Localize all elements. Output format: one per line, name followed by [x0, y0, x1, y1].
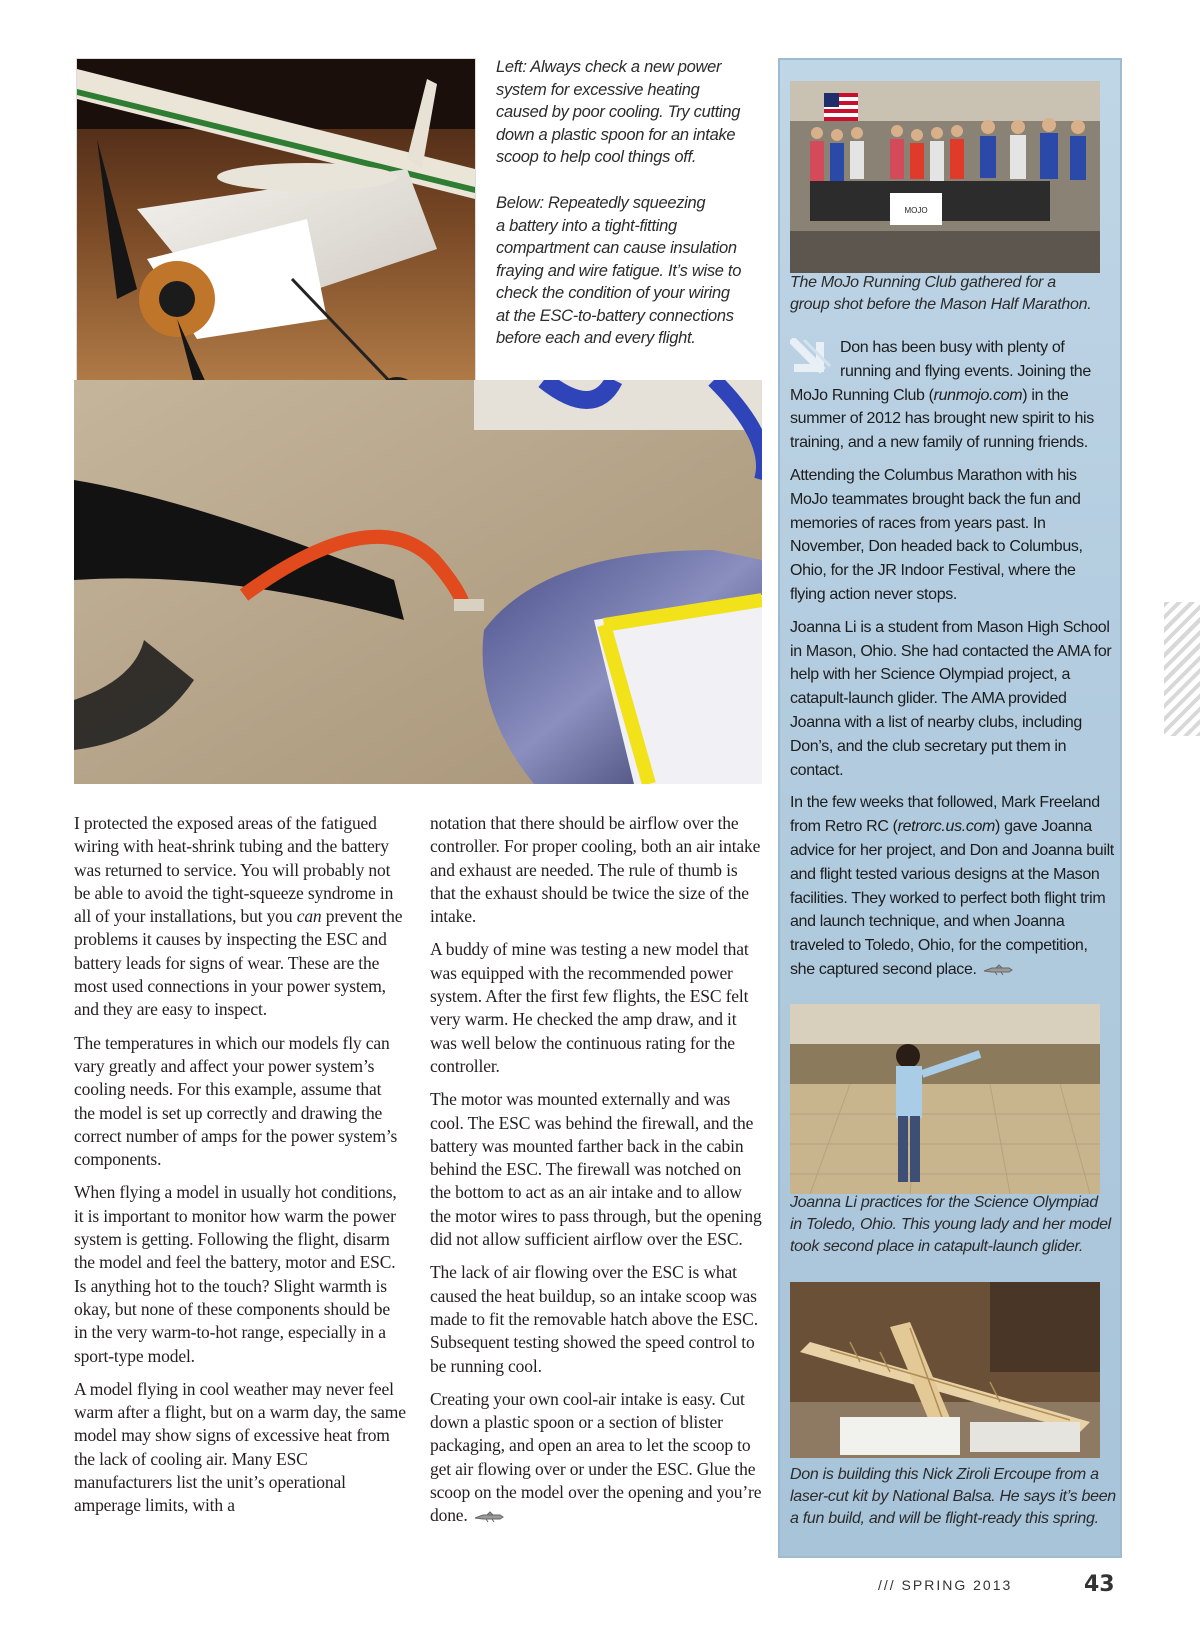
sidebar-paragraph: In the few weeks that followed, Mark Freeland from Retro RC (retrorc.us.com) gave Joanna advice for her project, and Don and Joanna built and flight tested various designs at the Mason facilities. They worked to perfect both flight trim and launch technique, and when Joanna traveled to Toledo, Ohio, for the competition, she captured second place. — [790, 794, 1114, 978]
arrow-icon — [790, 338, 832, 378]
page-edge-tab — [1164, 602, 1200, 736]
runmojo-link[interactable]: runmojo.com — [933, 386, 1023, 404]
sidebar-paragraph: Attending the Columbus Marathon with his MoJo teammates brought back the fun and memories of races from years past. In November, Don headed back to Columbus, Ohio, for the JR Indoor Festival, where the flying action never stops. — [790, 466, 1083, 603]
page-number: 43 — [1084, 1572, 1115, 1597]
banner-sign: MOJO — [904, 206, 928, 215]
battery-wiring-photo — [74, 380, 762, 784]
article-paragraph: The lack of air flowing over the ESC is what caused the heat buildup, so an intake scoop was made to fit the removable hatch above the ESC. Subsequent testing showed the speed control to be running cool. — [430, 1262, 758, 1376]
sidebar-body — [790, 336, 1114, 991]
end-mark-icon — [474, 1511, 504, 1523]
article-column-2 — [430, 812, 762, 1538]
sidebar-paragraph: Joanna Li is a student from Mason High School in Mason, Ohio. She had contacted the AMA for help with her Science Olympiad project, a catapult-launch glider. The AMA provided Joanna with a list of nearby clubs, including Don’s, and the club secretary put them in contact. — [790, 618, 1112, 779]
top-caption-below: Below: Repeatedly squeezing a battery into a tight-fitting compartment can cause insulation fraying and wire fatigue. It’s wise to check the condition of your wiring at the ESC-to-battery connections before each and every flight. — [496, 194, 742, 347]
article-paragraph: A model flying in cool weather may never feel warm after a flight, but on a warm day, the same model may show signs of excessive heat from the lack of cooling air. Many ESC manufacturers list the unit’s operational amperage limits, with a — [74, 1378, 406, 1516]
ercoupe-caption: Don is building this Nick Ziroli Ercoupe from a laser-cut kit by National Balsa. He says it’s been a fun build, and will be flight-ready this spring. — [790, 1466, 1116, 1527]
sidebar-panel — [778, 58, 1122, 1558]
article-paragraph: I protected the exposed areas of the fatigued wiring with heat-shrink tubing and the battery was returned to service. You will probably not be able to avoid the tight-squeeze syndrome in all of your installations, but you can prevent the problems it causes by inspecting the ESC and battery leads for signs of wear. These are the most used connections in your power system, and they are easy to inspect. — [74, 813, 403, 1020]
article-paragraph: Creating your own cool-air intake is easy. Cut down a plastic spoon or a section of blister packaging, and open an area to let the scoop to get air flowing over or under the ESC. Glue the scoop on the model over the opening and you’re done. — [430, 1388, 762, 1526]
article-paragraph: The temperatures in which our models fly can vary greatly and affect your power system’s cooling needs. For this example, assume that the model is set up correctly and drawing the correct number of amps for the power system’s components. — [74, 1032, 398, 1170]
article-paragraph: notation that there should be airflow over the controller. For proper cooling, both an air intake and exhaust are needed. The rule of thumb is that the exhaust should be twice the size of the intake. — [430, 813, 761, 927]
running-club-caption: The MoJo Running Club gathered for a group shot before the Mason Half Marathon. — [790, 274, 1092, 313]
us-flag-icon — [824, 93, 858, 121]
sidebar-paragraph: Don has been busy with plenty of running and flying events. Joining the MoJo Running Club (runmojo.com) in the summer of 2012 has brought new spirit to his training, and a new family of running friends. — [790, 339, 1094, 452]
joanna-glider-photo — [790, 1004, 1100, 1194]
retrorc-link[interactable]: retrorc.us.com — [897, 818, 995, 836]
article-paragraph: When flying a model in usually hot conditions, it is important to monitor how warm the power system is getting. Following the flight, disarm the model and feel the battery, motor and ESC. Is anything hot to the touch? Slight warmth is okay, but none of these components should be in the very warm-to-hot range, especially in a sport-type model. — [74, 1182, 397, 1366]
joanna-caption: Joanna Li practices for the Science Olympiad in Toledo, Ohio. This young lady and her model took second place in catapult-launch glider. — [790, 1194, 1111, 1255]
article-paragraph: The motor was mounted externally and was cool. The ESC was behind the firewall, and the battery was mounted farther back in the cabin behind the ESC. The firewall was notched on the bottom to act as an air intake and to allow the motor wires to pass through, but the opening did not allow sufficient airflow over the ESC. — [430, 1089, 762, 1250]
end-mark-icon — [983, 964, 1013, 976]
ercoupe-kit-photo — [790, 1282, 1100, 1458]
running-club-photo — [790, 81, 1100, 273]
article-column-1 — [74, 812, 406, 1528]
article-paragraph: A buddy of mine was testing a new model that was equipped with the recommended power system. After the first few flights, the ESC felt very warm. He checked the amp draw, and it was well below the continuous rating for the controller. — [430, 939, 749, 1076]
issue-footer: /// SPRING 2013 — [878, 1577, 1013, 1593]
top-caption-left: Left: Always check a new power system for excessive heating caused by poor cooling. Try cutting down a plastic spoon for an intake scoop to help cool things off. — [496, 58, 741, 166]
